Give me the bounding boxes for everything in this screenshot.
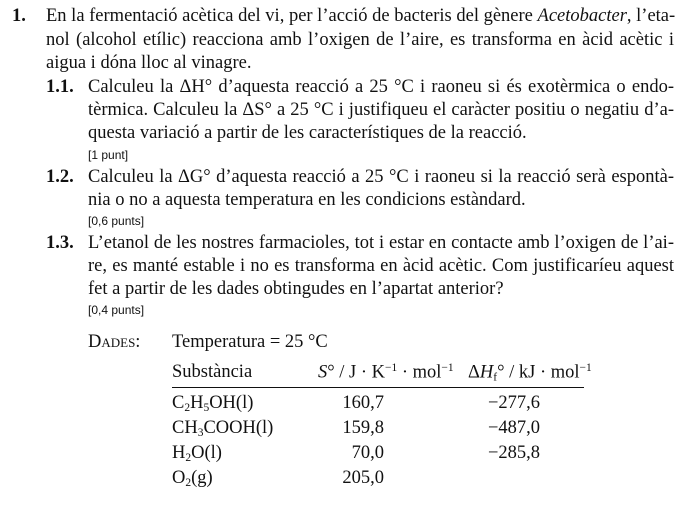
header-entropy: $S^\circ / J \cdot K^{-1} \cdot mol^{-1}$ — [318, 362, 454, 383]
part-1-1-line-3: questa variació a partir de les característiques de la reacció. — [88, 123, 527, 143]
table-row-entropy: 160,7 — [342, 393, 384, 413]
table-row-substance: $H_2O(l)$ — [172, 443, 222, 465]
table-row-substance: $O_2(g)$ — [172, 468, 213, 490]
table-row-entropy: 159,8 — [342, 418, 384, 438]
part-1-1-line-1: Calculeu la ΔH° d’aquesta reacció a 25 °C i raoneu si és exotèrmica o endo- — [88, 77, 674, 97]
table-row-enthalpy: −487,0 — [487, 418, 540, 438]
part-1-3-line-1: L’etanol de les nostres farmacioles, tot i estar en contacte amb l’oxigen de l’ai- — [88, 233, 674, 253]
part-1-2-line-1: Calculeu la ΔG° d’aquesta reacció a 25 °C i raoneu si la reacció serà espontà- — [88, 167, 674, 187]
table-row-enthalpy: −277,6 — [487, 393, 540, 413]
part-1-3-line-2: re, es manté estable i no es transforma en àcid acètic. Com justificaríeu aquest — [88, 256, 674, 276]
part-1-1-points: [1 punt] — [88, 148, 129, 162]
table-row-entropy: 70,0 — [351, 443, 384, 463]
question-intro-line-3: aigua i dóna lloc al vinagre. — [46, 53, 252, 73]
table-row-substance: $C_2H_5OH(l)$ — [172, 393, 254, 415]
part-1-2-line-2: nia o no a aquesta temperatura en les condicions estàndard. — [88, 190, 526, 210]
question-number: 1. — [12, 6, 26, 26]
part-number-1-2: 1.2. — [46, 167, 74, 187]
header-enthalpy: $\Delta H_f^\circ$ / kJ · mol$^{-1}$ — [468, 362, 592, 384]
part-number-1-3: 1.3. — [46, 233, 74, 253]
table-row-enthalpy: −285,8 — [487, 443, 540, 463]
part-number-1-1: 1.1. — [46, 77, 74, 97]
header-substance: Substància — [172, 362, 253, 382]
part-1-3-points: [0,4 punts] — [88, 303, 145, 317]
temperature-text: Temperatura = 25 °C — [172, 332, 328, 352]
table-header-rule — [172, 387, 584, 388]
table-row-entropy: 205,0 — [342, 468, 384, 488]
part-1-2-points: [0,6 punts] — [88, 214, 145, 228]
question-intro-line-2: nol (alcohol etílic) reacciona amb l’oxigen de l’aire, es transforma en àcid acètic i — [46, 30, 674, 50]
part-1-3-line-3: fet a partir de les dades obtingudes en l’apartat anterior? — [88, 279, 504, 299]
data-label: Dades: — [88, 332, 141, 352]
table-row-substance: $CH_3COOH(l)$ — [172, 418, 274, 440]
part-1-1-line-2: tèrmica. Calculeu la ΔS° a 25 °C i justifiqueu el caràcter positiu o negatiu d’a- — [88, 100, 674, 120]
question-intro-line-1: En la fermentació acètica del vi, per l’acció de bacteris del gènere Acetobacter, l’eta- — [46, 6, 676, 26]
